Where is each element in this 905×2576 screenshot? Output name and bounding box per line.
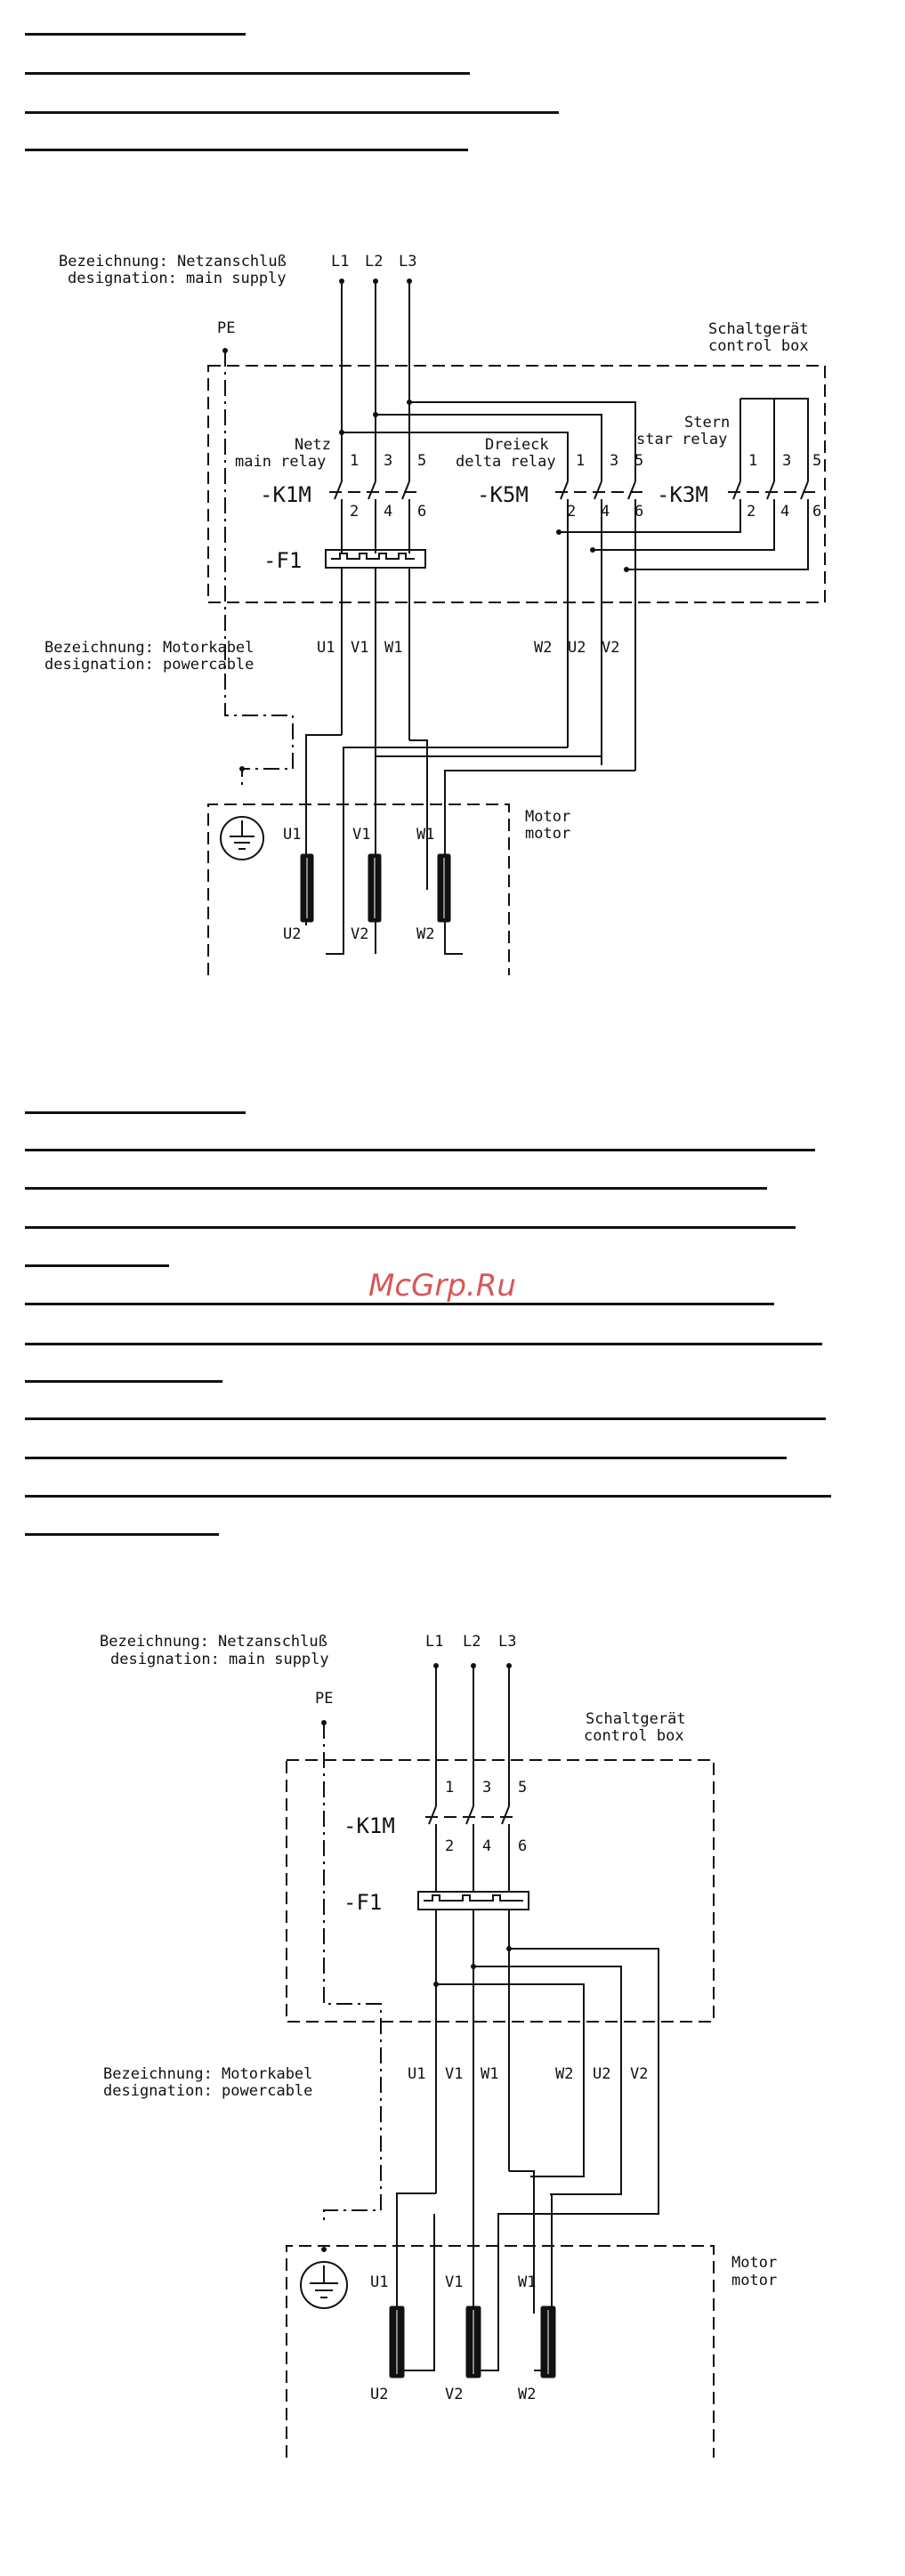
pin-label: 5 [812, 452, 822, 470]
output-label: W1 [481, 2065, 499, 2083]
redacted-line [25, 1187, 767, 1190]
output-label: W2 [555, 2065, 574, 2083]
coil-label: U1 [283, 826, 302, 844]
pin-label: 1 [576, 452, 586, 470]
pin-label: 3 [782, 452, 792, 470]
coil-label: W2 [416, 925, 435, 943]
redacted-line [25, 1495, 831, 1498]
pin-label: 4 [384, 503, 393, 521]
f1-label: -F1 [263, 548, 303, 573]
coil-label: U1 [370, 2273, 389, 2291]
coil-label: U2 [370, 2386, 389, 2403]
supply-label-en: designation: main supply [68, 270, 287, 287]
delta-relay-en: delta relay [456, 453, 556, 471]
supply-label-en: designation: main supply [110, 1651, 329, 1668]
watermark: McGrp.Ru [368, 1268, 516, 1304]
coil-label: W1 [416, 826, 435, 844]
delta-relay-de: Dreieck [485, 436, 549, 454]
output-label: U2 [568, 639, 586, 657]
redacted-line [25, 1417, 826, 1420]
pin-label: 2 [445, 1837, 455, 1855]
redacted-line [25, 1226, 796, 1229]
box-label-en: control box [584, 1727, 684, 1745]
motor-label-en: motor [525, 825, 571, 843]
box-label-de: Schaltgerät [586, 1710, 686, 1728]
main-relay-de: Netz [295, 436, 331, 454]
supply-label-de: Bezeichnung: Netzanschluß [100, 1633, 327, 1651]
pin-label: 6 [417, 503, 427, 521]
pin-label: 4 [601, 503, 610, 521]
pin-label: 3 [610, 452, 619, 470]
star-relay-en: star relay [636, 431, 728, 448]
k1m-label: -K1M [343, 1813, 395, 1838]
cable-label-en: designation: powercable [44, 656, 255, 674]
pe-label: PE [315, 1690, 334, 1708]
pin-label: 3 [384, 452, 393, 470]
cable-label-de: Bezeichnung: Motorkabel [103, 2065, 313, 2083]
line-l1-label: L1 [425, 1633, 444, 1651]
pin-label: 6 [812, 503, 822, 521]
pin-label: 6 [518, 1837, 528, 1855]
redacted-line [25, 1343, 822, 1345]
pin-label: 1 [748, 452, 758, 470]
redacted-line [25, 1264, 169, 1267]
line-l2-label: L2 [463, 1633, 481, 1651]
pin-label: 2 [747, 503, 756, 521]
motor-label-en: motor [731, 2272, 778, 2289]
pin-label: 4 [780, 503, 790, 521]
output-label: W2 [534, 639, 553, 657]
pin-label: 5 [634, 452, 644, 470]
pe-label: PE [217, 319, 236, 337]
motor-label-de: Motor [525, 808, 571, 826]
pin-label: 3 [482, 1779, 492, 1797]
output-label: U2 [593, 2065, 611, 2083]
supply-label-de: Bezeichnung: Netzanschluß [59, 253, 287, 271]
k5m-label: -K5M [477, 482, 529, 507]
output-label: V2 [602, 639, 620, 657]
coil-label: V1 [352, 826, 371, 844]
coil-label: W2 [518, 2386, 537, 2403]
redacted-line [25, 1149, 815, 1151]
output-label: V1 [445, 2065, 464, 2083]
cable-label-de: Bezeichnung: Motorkabel [44, 639, 255, 657]
redacted-line [25, 1111, 246, 1114]
pin-label: 2 [350, 503, 360, 521]
line-l3-label: L3 [399, 253, 417, 271]
output-label: V2 [630, 2065, 649, 2083]
box-label-de: Schaltgerät [708, 320, 809, 338]
output-label: W1 [384, 639, 403, 657]
pin-label: 4 [482, 1837, 492, 1855]
line-l2-label: L2 [365, 253, 384, 271]
star-relay-de: Stern [684, 414, 731, 432]
star-delta-wiring-diagram [0, 0, 905, 979]
f1-label: -F1 [343, 1890, 383, 1915]
line-l3-label: L3 [498, 1633, 517, 1651]
output-label: V1 [351, 639, 369, 657]
coil-label: V2 [445, 2386, 464, 2403]
main-relay-en: main relay [235, 453, 327, 471]
pin-label: 5 [518, 1779, 528, 1797]
pin-label: 6 [634, 503, 644, 521]
line-l1-label: L1 [331, 253, 350, 271]
output-label: U1 [408, 2065, 426, 2083]
k3m-label: -K3M [657, 482, 708, 507]
pin-label: 1 [445, 1779, 455, 1797]
coil-label: U2 [283, 925, 302, 943]
redacted-line [25, 1457, 787, 1459]
direct-wiring-diagram [0, 1602, 905, 2509]
k1m-label: -K1M [260, 482, 311, 507]
coil-label: V1 [445, 2273, 464, 2291]
coil-label: W1 [518, 2273, 537, 2291]
box-label-en: control box [708, 337, 809, 355]
cable-label-en: designation: powercable [103, 2082, 313, 2100]
pin-label: 2 [567, 503, 577, 521]
pin-label: 5 [417, 452, 427, 470]
redacted-line [25, 1380, 222, 1383]
coil-label: V2 [351, 925, 369, 943]
pin-label: 1 [350, 452, 360, 470]
motor-label-de: Motor [731, 2254, 778, 2272]
output-label: U1 [317, 639, 335, 657]
redacted-line [25, 1533, 219, 1536]
